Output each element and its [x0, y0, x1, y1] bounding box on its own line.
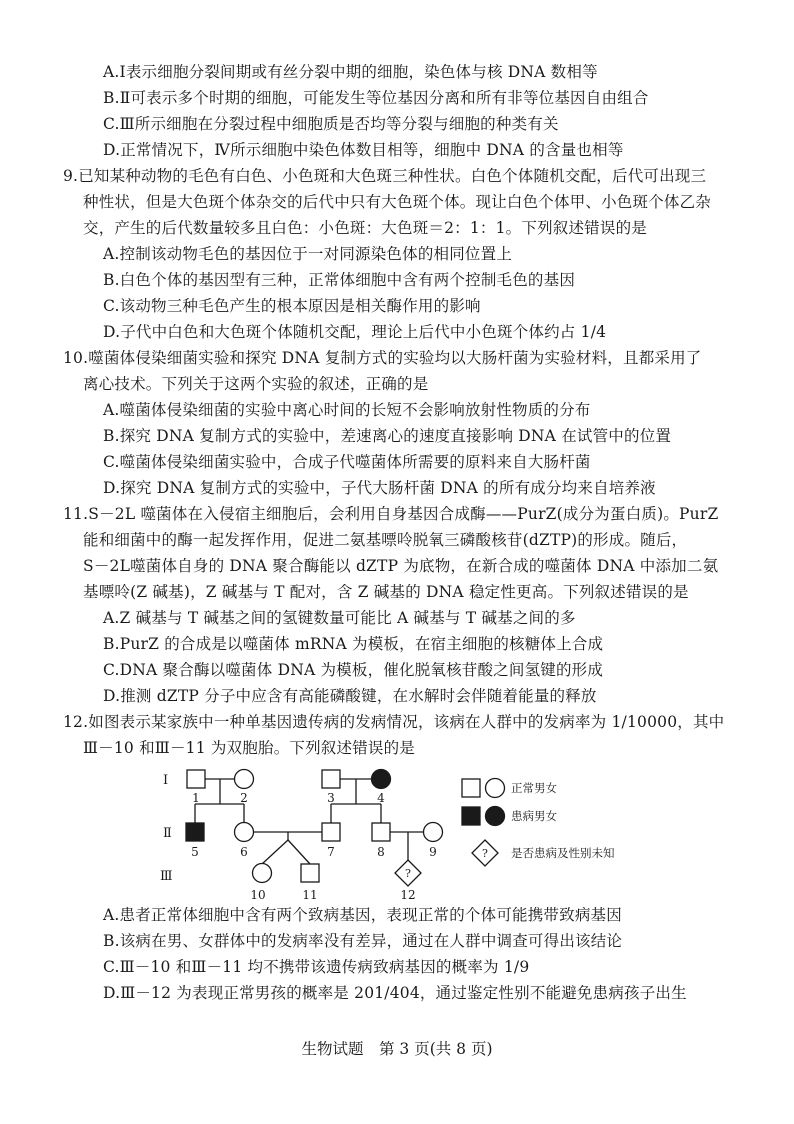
q12-option-d: D.Ⅲ－12 为表现正常男孩的概率是 201/404，通过鉴定性别不能避免患病孩子出生	[103, 984, 687, 1002]
q11-option-a: A.Z 碱基与 T 碱基之间的氢键数量可能比 A 碱基与 T 碱基之间的多	[103, 609, 576, 627]
q10-option-b: B.探究 DNA 复制方式的实验中，差速离心的速度直接影响 DNA 在试管中的位置	[103, 427, 672, 445]
q11-stem-line: 基嘌呤(Z 碱基)，Z 碱基与 T 配对，含 Z 碱基的 DNA 稳定性更高。下列叙述错误的是	[83, 583, 689, 601]
individual-5-male-affected	[186, 823, 204, 841]
q10-option-d: D.探究 DNA 复制方式的实验中，子代大肠杆菌 DNA 的所有成分均来自培养液	[103, 479, 656, 497]
q9-option-c: C.该动物三种毛色产生的根本原因是相关酶作用的影响	[103, 297, 481, 315]
q10-option-c: C.噬菌体侵染细菌实验中，合成子代噬菌体所需要的原料来自大肠杆菌	[103, 453, 591, 471]
legend-male-affected-symbol	[462, 807, 480, 825]
individual-11-male-normal	[301, 864, 319, 882]
individual-1-male-normal	[187, 770, 205, 788]
q11-stem-line: S－2L噬菌体自身的 DNA 聚合酶能以 dZTP 为底物，在新合成的噬菌体 DNA 中添加二氨	[83, 557, 719, 575]
q9-option-a: A.控制该动物毛色的基因位于一对同源染色体的相同位置上	[103, 245, 513, 263]
individual-label-3: 3	[327, 791, 335, 805]
individual-label-12: 12	[400, 888, 416, 902]
twin-line-10	[262, 840, 288, 864]
individual-8-male-normal	[372, 823, 390, 841]
q10-stem-line: 10.噬菌体侵染细菌实验和探究 DNA 复制方式的实验均以大肠杆菌为实验材料，且都采用了	[63, 349, 702, 367]
individual-10-female-normal	[253, 864, 272, 883]
individual-label-10: 10	[250, 888, 266, 902]
q12-option-b: B.该病在男、女群体中的发病率没有差异，通过在人群中调查可得出该结论	[103, 932, 623, 950]
generation-label-3: Ⅲ	[160, 869, 173, 884]
individual-label-7: 7	[327, 845, 335, 859]
individual-label-1: 1	[192, 791, 200, 805]
q9-stem-line: 交，产生的后代数量较多且白色：小色斑：大色斑＝2：1：1。下列叙述错误的是	[83, 219, 647, 237]
q8-option-d: D.正常情况下，Ⅳ所示细胞中染色体数目相等，细胞中 DNA 的含量也相等	[103, 141, 624, 159]
individual-4-female-affected	[372, 770, 391, 789]
q11-option-d: D.推测 dZTP 分子中应含有高能磷酸键，在水解时会伴随着能量的释放	[103, 687, 597, 705]
q9-option-b: B.白色个体的基因型有三种，正常体细胞中含有两个控制毛色的基因	[103, 271, 576, 289]
q8-option-a: A.Ⅰ表示细胞分裂间期或有丝分裂中期的细胞，染色体与核 DNA 数相等	[103, 63, 598, 81]
q12-stem-line: 12.如图表示某家族中一种单基因遗传病的发病情况，该病在人群中的发病率为 1/10000，其中	[63, 713, 725, 731]
legend-unknown-label: 是否患病及性别未知	[511, 846, 615, 860]
legend-female-normal-symbol	[486, 779, 505, 798]
individual-label-5: 5	[191, 845, 199, 859]
legend-normal-label: 正常男女	[511, 781, 557, 795]
q8-option-c: C.Ⅲ所示细胞在分裂过程中细胞质是否均等分裂与细胞的种类有关	[103, 115, 559, 133]
q10-option-a: A.噬菌体侵染细菌的实验中离心时间的长短不会影响放射性物质的分布	[103, 401, 591, 419]
individual-2-female-normal	[235, 770, 254, 789]
q9-stem-line: 9.已知某种动物的毛色有白色、小色斑和大色斑三种性状。白色个体随机交配，后代可出现三	[63, 167, 707, 185]
q12-option-a: A.患者正常体细胞中含有两个致病基因，表现正常的个体可能携带致病基因	[103, 906, 622, 924]
generation-label-2: Ⅱ	[163, 826, 172, 841]
individual-6-female-normal	[235, 823, 254, 842]
q9-option-d: D.子代中白色和大色斑个体随机交配，理论上后代中小色斑个体约占 1/4	[103, 323, 607, 341]
generation-label-1: Ⅰ	[163, 773, 169, 788]
legend-female-affected-symbol	[486, 807, 505, 826]
individual-9-female-normal	[424, 823, 443, 842]
individual-3-male-normal	[322, 770, 340, 788]
page-footer: 生物试题 第 3 页(共 8 页)	[301, 1040, 493, 1058]
individual-label-6: 6	[240, 845, 248, 859]
q12-option-c: C.Ⅲ－10 和Ⅲ－11 均不携带该遗传病致病基因的概率为 1/9	[103, 958, 530, 976]
q10-stem-line: 离心技术。下列关于这两个实验的叙述，正确的是	[83, 375, 429, 393]
q11-stem-line: 11.S－2L 噬菌体在入侵宿主细胞后，会利用自身基因合成酶——PurZ(成分为蛋白质)。PurZ	[63, 505, 719, 523]
q11-option-c: C.DNA 聚合酶以噬菌体 DNA 为模板，催化脱氧核苷酸之间氢键的形成	[103, 661, 604, 679]
individual-label-2: 2	[240, 791, 248, 805]
q11-option-b: B.PurZ 的合成是以噬菌体 mRNA 为模板，在宿主细胞的核糖体上合成	[103, 635, 604, 653]
individual-label-8: 8	[377, 845, 385, 859]
unknown-mark-12: ?	[405, 867, 411, 880]
twin-line-11	[288, 840, 310, 864]
legend-affected-label: 患病男女	[511, 809, 557, 823]
q11-stem-line: 能和细菌中的酶一起发挥作用，促进二氨基嘌呤脱氧三磷酸核苷(dZTP)的形成。随后，	[83, 531, 688, 549]
q8-option-b: B.Ⅱ可表示多个时期的细胞，可能发生等位基因分离和所有非等位基因自由组合	[103, 89, 649, 107]
legend-male-normal-symbol	[462, 779, 480, 797]
individual-label-4: 4	[377, 791, 385, 805]
pedigree-diagram	[0, 760, 794, 910]
individual-7-male-normal	[322, 823, 340, 841]
q12-stem-line: Ⅲ－10 和Ⅲ－11 为双胞胎。下列叙述错误的是	[83, 739, 415, 757]
individual-label-11: 11	[302, 888, 318, 902]
unknown-mark-legend: ?	[482, 847, 488, 860]
q9-stem-line: 种性状，但是大色斑个体杂交的后代中只有大色斑个体。现让白色个体甲、小色斑个体乙杂	[83, 193, 712, 211]
individual-label-9: 9	[429, 845, 437, 859]
